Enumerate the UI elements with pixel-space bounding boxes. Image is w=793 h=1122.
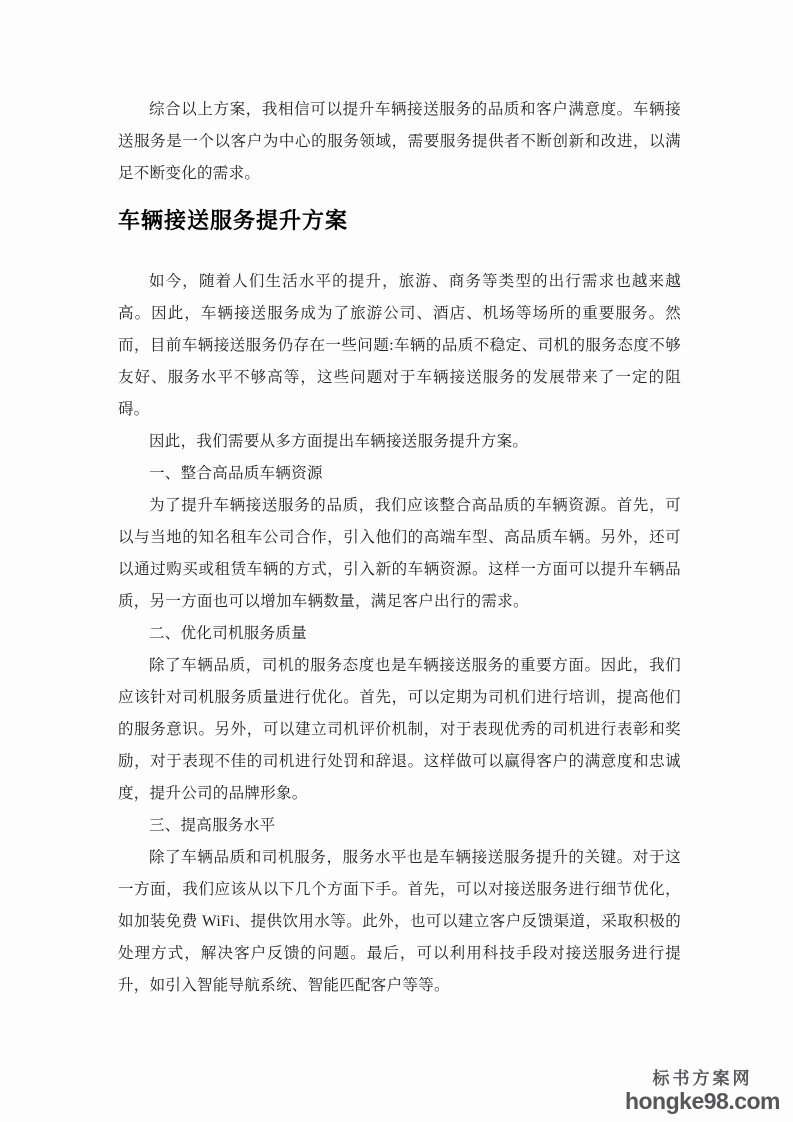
paragraph: 为了提升车辆接送服务的品质，我们应该整合高品质的车辆资源。首先，可以与当地的知名租车公司合作，引入他们的高端车型、高品质车辆。另外，还可以通过购买或租赁车辆的方式，引入新的车辆资源。这样一方面可以提升车辆品质，另一方面也可以增加车辆数量，满足客户出行的需求。 <box>118 497 681 610</box>
paragraph: 除了车辆品质，司机的服务态度也是车辆接送服务的重要方面。因此，我们应该针对司机服务质量进行优化。首先，可以定期为司机们进行培训，提高他们的服务意识。另外，可以建立司机评价机制，对于表现优秀的司机进行表彰和奖励，对于表现不佳的司机进行处罚和辞退。这样做可以赢得客户的满意度和忠诚度，提升公司的品牌形象。 <box>118 657 681 802</box>
section-heading: 三、提高服务水平 <box>149 817 276 834</box>
watermark-site-name: 标书方案网 <box>652 1069 753 1088</box>
watermark-site-url: hongke98.com <box>624 1088 780 1114</box>
paragraph: 因此，我们需要从多方面提出车辆接送服务提升方案。 <box>149 433 529 450</box>
paragraph: 除了车辆品质和司机服务，服务水平也是车辆接送服务提升的关键。对于这一方面，我们应该从以下几个方面下手。首先，可以对接送服务进行细节优化，如加装免费 WiFi、提供饮用水等。此外，也可以建立客户反馈渠道，采取积极的处理方式，解决客户反馈的问题。最后，可以利用科技手段对接送服务进行提升，如引入智能导航系统、智能匹配客户等等。 <box>118 849 681 994</box>
section-heading: 二、优化司机服务质量 <box>149 625 308 642</box>
paragraph: 综合以上方案，我相信可以提升车辆接送服务的品质和客户满意度。车辆接送服务是一个以客户为中心的服务领域，需要服务提供者不断创新和改进，以满足不断变化的需求。 <box>118 101 681 182</box>
document-title: 车辆接送服务提升方案 <box>118 208 349 233</box>
watermark <box>625 1068 780 1113</box>
section-heading: 一、整合高品质车辆资源 <box>149 465 323 482</box>
document-body <box>118 94 681 1002</box>
paragraph: 如今，随着人们生活水平的提升，旅游、商务等类型的出行需求也越来越高。因此，车辆接送服务成为了旅游公司、酒店、机场等场所的重要服务。然而，目前车辆接送服务仍存在一些问题:车辆的品质不稳定、司机的服务态度不够友好、服务水平不够高等，这些问题对于车辆接送服务的发展带来了一定的阻碍。 <box>118 273 681 418</box>
